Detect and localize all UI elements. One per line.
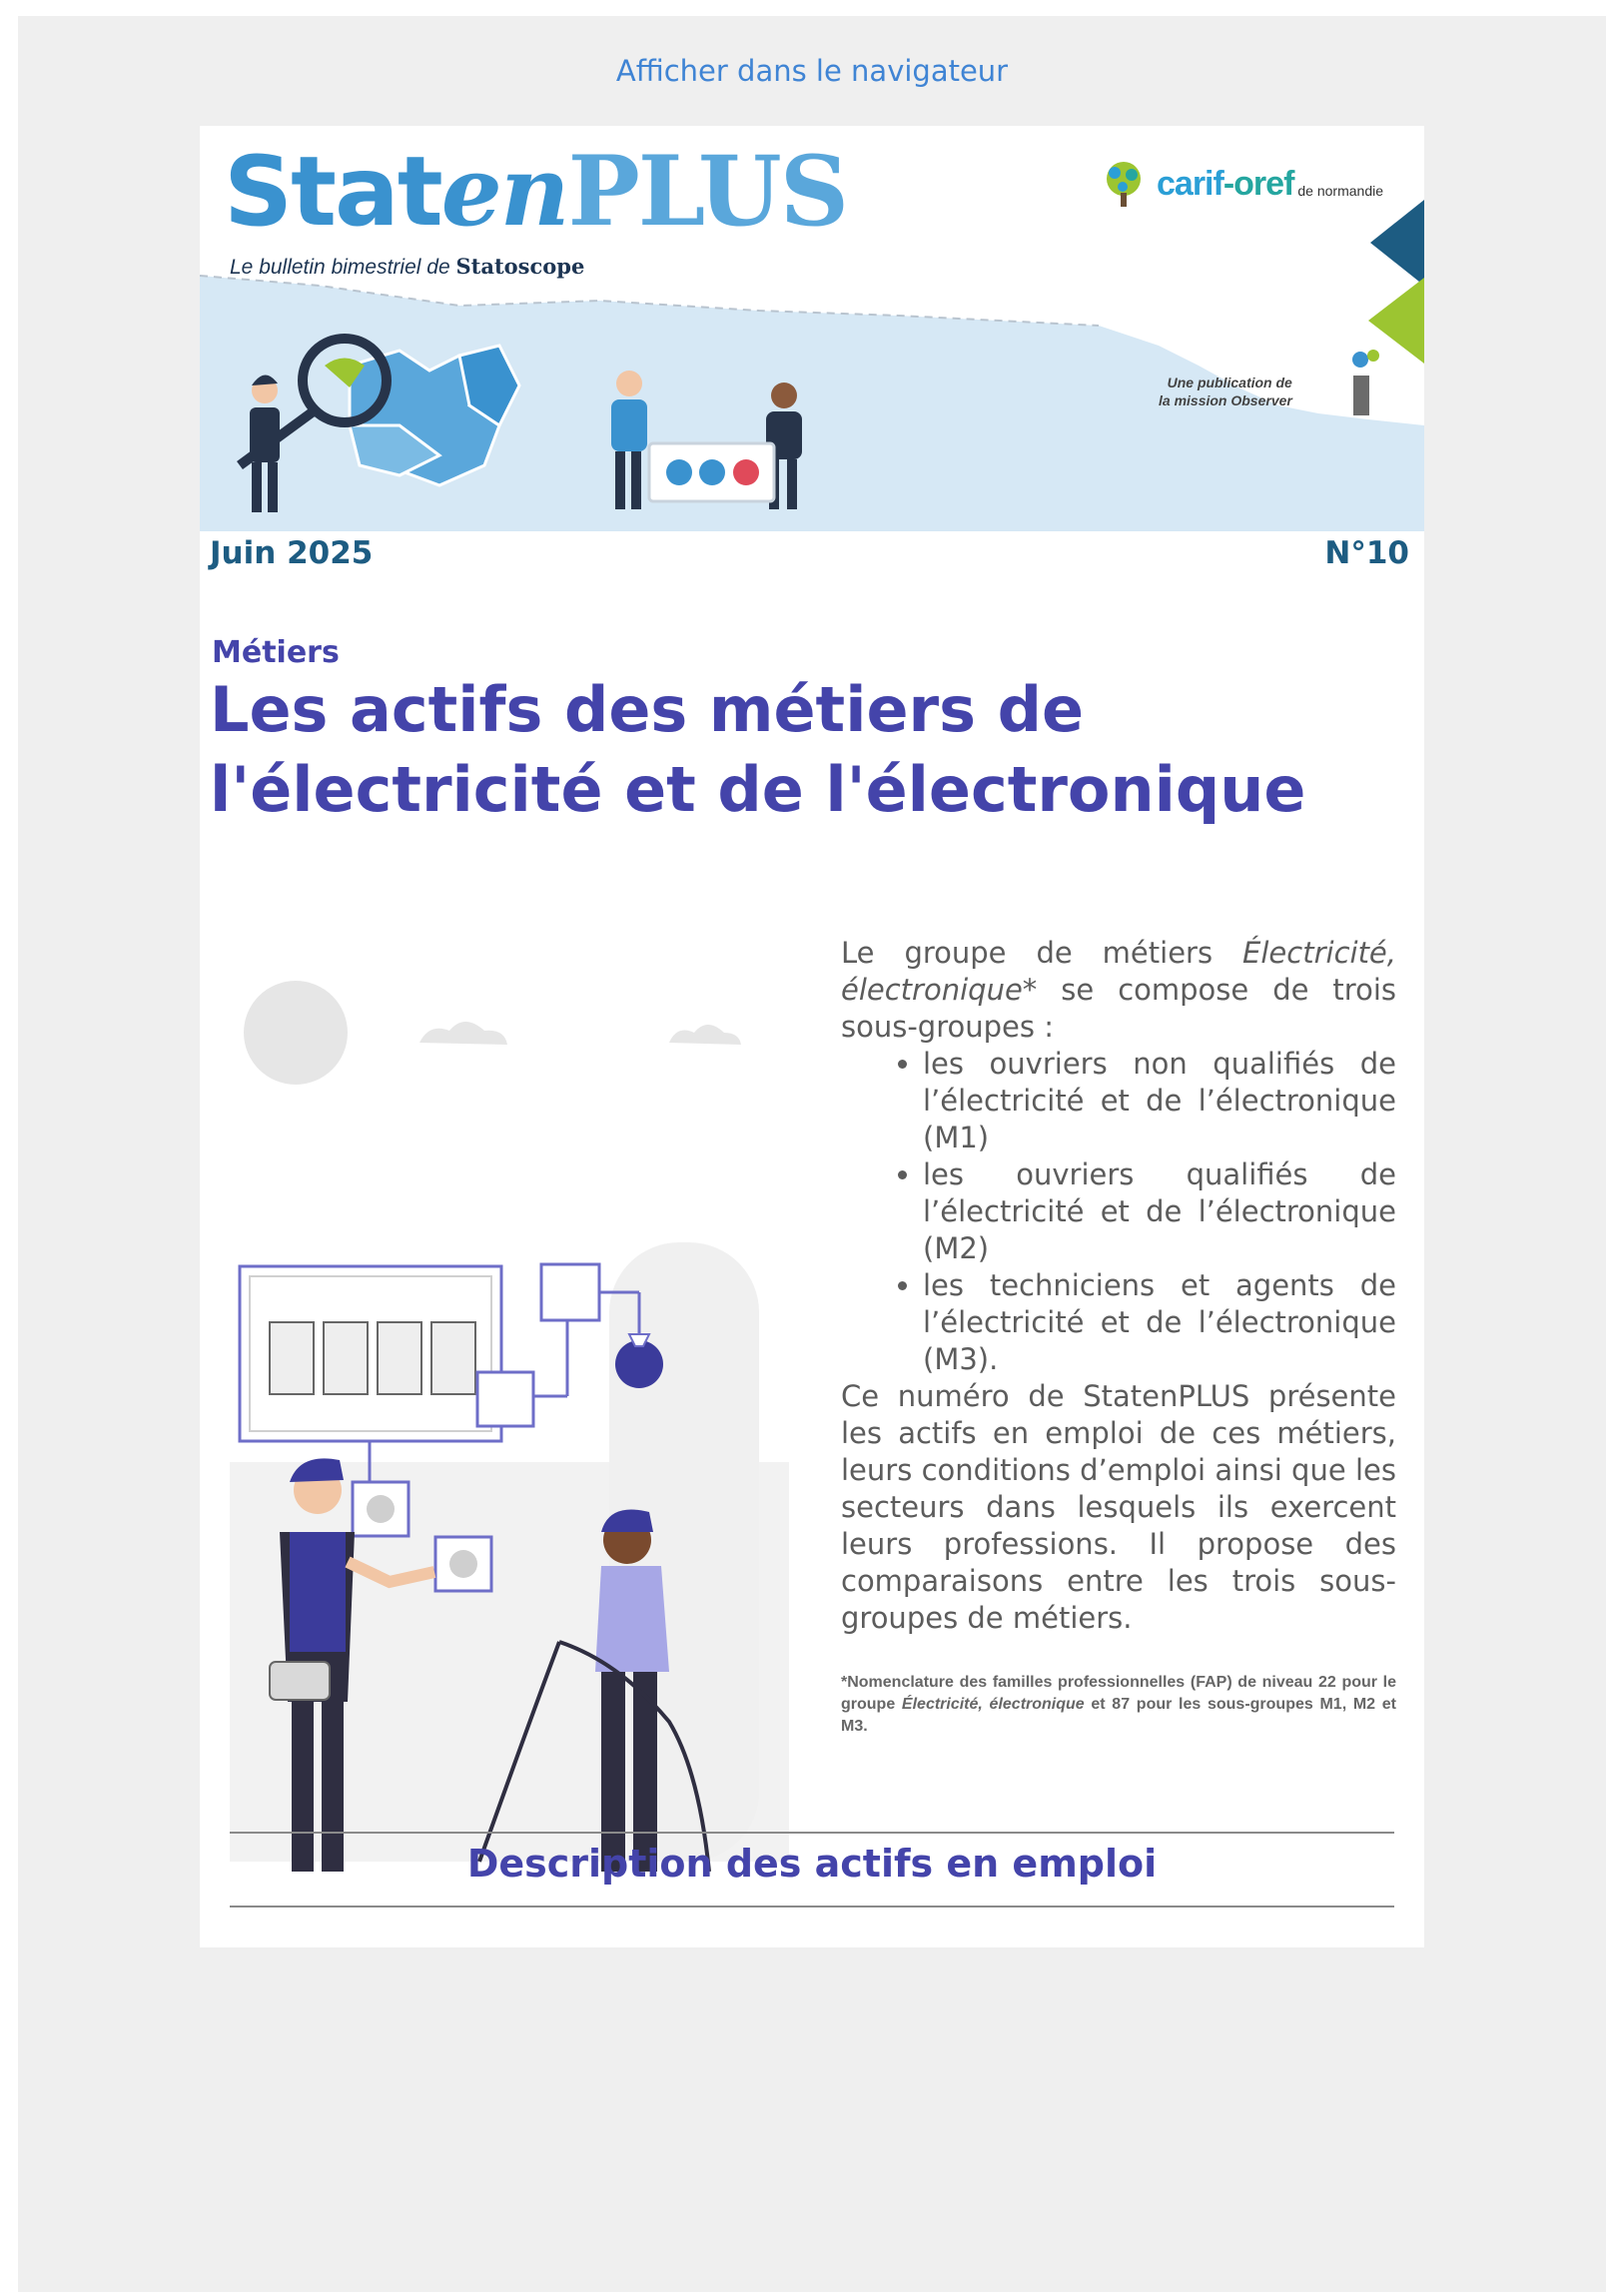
list-item: • les ouvriers non qualifiés de l’électricité et de l’électronique (M1): [923, 1046, 1396, 1156]
section-divider-top: [230, 1832, 1394, 1834]
footnote-group-name: Électricité, électronique: [901, 1696, 1085, 1713]
intro-group-name: Électricité, électronique: [841, 936, 1396, 1007]
issue-bar: [200, 535, 1424, 575]
brand-en: en: [440, 135, 568, 248]
brand-logo: [224, 135, 848, 248]
footnote-start: *Nomenclature des familles professionnelles (FAP) de niveau 22 pour le groupe: [841, 1674, 1396, 1713]
brand-stat: Stat: [224, 136, 441, 248]
newsletter-card: [200, 126, 1424, 1947]
article-intro: [841, 935, 1396, 1637]
issue-number: N°10: [1324, 535, 1409, 571]
publication-line-2: la mission Observer: [1159, 392, 1292, 408]
observer-icon: [1352, 350, 1379, 415]
view-in-browser-link[interactable]: Afficher dans le navigateur: [615, 54, 1009, 88]
electricians-illustration: [230, 943, 789, 1902]
corner-arrows-decoration: [1368, 200, 1424, 364]
partner-name: [1157, 165, 1293, 204]
partner-logo: [1099, 156, 1383, 212]
intro-closing: Ce numéro de StatenPLUS présente les actifs en emploi de ces métiers, leurs conditions d’emploi ainsi que les secteurs dans lesquels ils exercent leurs professions. Il propose des comparaisons entre les trois sous-groupes de métiers.: [841, 1379, 1396, 1635]
publication-credit: [1159, 374, 1292, 409]
partner-name-1: carif: [1157, 164, 1223, 203]
partner-name-2: oref: [1233, 164, 1294, 203]
intro-text-end: * se compose de trois sous-groupes :: [841, 973, 1396, 1044]
article-category: Métiers: [212, 635, 340, 670]
publication-line-1: Une publication de: [1167, 375, 1292, 390]
intro-paragraph: [841, 935, 1396, 1046]
list-item: • les techniciens et agents de l’électricité et de l’électronique (M3).: [923, 1267, 1396, 1378]
tagline-text: Le bulletin bimestriel de: [230, 256, 456, 279]
tree-icon: [1099, 159, 1149, 209]
footnote-end: et 87 pour les sous-groupes M1, M2 et M3.: [841, 1696, 1396, 1735]
article-title: Les actifs des métiers de l'électricité et de l'électronique: [210, 673, 1306, 826]
tagline-brand: Statoscope: [455, 254, 585, 279]
subgroup-list: [841, 1046, 1396, 1378]
list-item: • les ouvriers qualifiés de l’électricité et de l’électronique (M2): [923, 1156, 1396, 1267]
footnote: [841, 1672, 1396, 1738]
partner-name-sep: -: [1222, 164, 1234, 203]
partner-region: de normandie: [1297, 183, 1384, 199]
header-banner: [200, 126, 1424, 531]
section-divider-bottom: [230, 1906, 1394, 1908]
brand-plus: PLUS: [567, 135, 848, 248]
tagline: [230, 254, 584, 280]
intro-text-start: Le groupe de métiers: [841, 936, 1243, 970]
section-title: Description des actifs en emploi: [466, 1842, 1158, 1886]
issue-date: Juin 2025: [210, 535, 374, 571]
